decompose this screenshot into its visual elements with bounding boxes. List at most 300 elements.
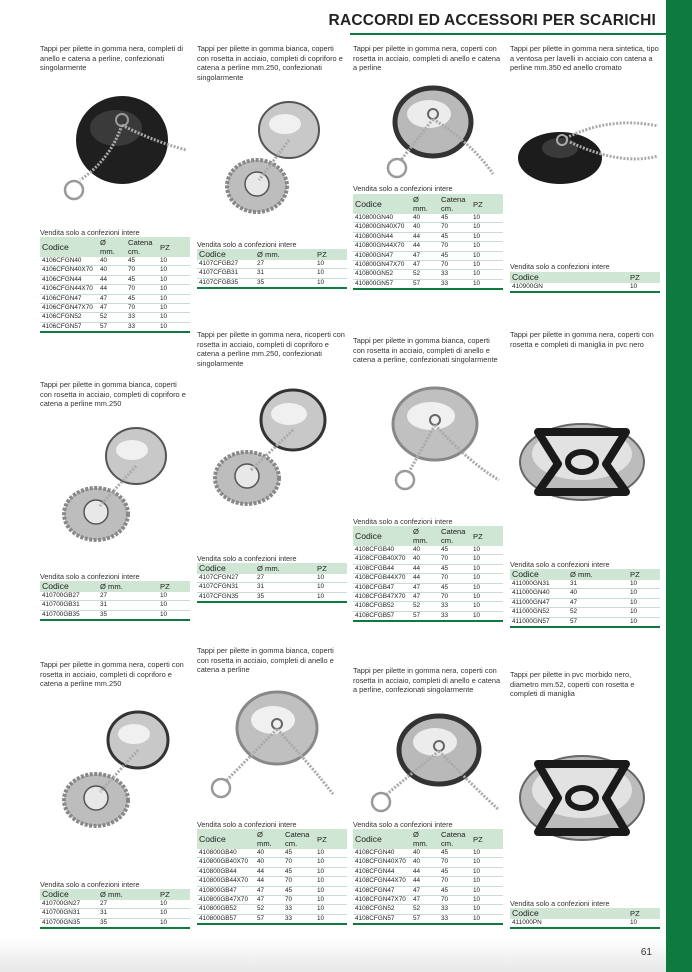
title-rule [350,33,666,35]
product-description: Tappi per pilette in gomma bianca, coperti con rosetta in acciaio, completi di anello e catena a perline [197,646,334,675]
table-cell: 47 [411,251,439,260]
table-cell: 33 [126,322,158,332]
col-code: Codice [510,908,628,919]
table-row [353,877,503,886]
table-cell: 44 [411,867,439,876]
table-row [353,593,503,602]
table-cell: 4108CFGB57 [353,611,411,621]
table-cell: 33 [439,602,471,611]
table-cell: 45 [283,867,315,876]
table-cell: 70 [439,593,471,602]
table-cell: 10 [158,601,190,610]
table-cell: 45 [126,275,158,284]
table-cell: 47 [568,598,628,607]
table-cell: 52 [255,905,283,914]
table-row [197,877,347,886]
col-pz: PZ [471,526,503,546]
col-chain: Catena cm. [439,194,471,214]
col-code: Codice [40,581,98,592]
table-cell: 10 [158,304,190,313]
table-row [40,918,190,928]
col-code: Codice [40,237,98,257]
table-cell: 70 [283,858,315,867]
table-row [353,261,503,270]
table-cell: 411000GN31 [510,580,568,589]
table-row [197,574,347,583]
table-cell: 10 [628,608,660,617]
product-description: Tappi per pilette in gomma nera, coperti con rosetta e completi di maniglia in pvc nero [510,330,654,349]
table-cell: 10 [471,905,503,914]
table-cell: 40 [98,257,126,266]
product-code-table [197,563,347,603]
table-cell: 57 [568,617,628,627]
table-row [353,555,503,564]
table-cell: 4108CFGN40X70 [353,858,411,867]
table-row [353,574,503,583]
table-row [353,867,503,876]
table-row [40,900,190,909]
table-cell: 57 [411,914,439,924]
table-cell: 4108CFGN40 [353,849,411,858]
table-cell: 57 [98,322,126,332]
table-cell: 410800GB40 [197,849,255,858]
col-pz: PZ [628,908,660,919]
product-code-table [353,194,503,290]
table-cell: 10 [315,867,347,876]
table-cell: 4108CFGB47 [353,583,411,592]
table-cell: 10 [471,242,503,251]
table-cell: 10 [471,602,503,611]
table-cell: 52 [568,608,628,617]
table-cell: 410700GN31 [40,909,98,918]
product-code-table [510,908,660,929]
table-cell: 52 [411,602,439,611]
handle-stopper-icon [510,392,660,520]
table-cell: 33 [439,270,471,279]
table-cell: 47 [411,593,439,602]
table-row [353,896,503,905]
table-cell: 10 [315,877,347,886]
table-cell: 44 [255,877,283,886]
table-cell: 410800GB44 [197,867,255,876]
product-image [197,90,347,218]
table-cell: 47 [411,261,439,270]
table-cell: 35 [255,592,315,602]
product-image [197,684,347,812]
table-row [40,601,190,610]
sale-note: Vendita solo a confezioni intere [197,240,297,249]
page-number: 61 [640,947,652,958]
table-cell: 45 [439,867,471,876]
table-cell: 10 [315,592,347,602]
product-description: Tappi per pilette in gomma nera, ricoperti con rosetta in acciaio, completi di copriforo e catena a perline mm.250, confezionati singolarmente [197,330,345,368]
table-cell: 47 [411,583,439,592]
table-cell: 411000GN47 [510,598,568,607]
steel-stopper-with-ring-icon [353,706,503,834]
handle-stopper-icon [510,728,660,856]
table-cell: 410800GN44X70 [353,242,411,251]
table-cell: 44 [411,564,439,573]
col-chain: Catena cm. [283,829,315,849]
table-row [40,322,190,332]
table-cell: 70 [126,304,158,313]
table-cell: 410800GB47 [197,886,255,895]
sale-note: Vendita solo a confezioni intere [510,899,610,908]
table-cell: 10 [158,592,190,601]
table-cell: 10 [158,266,190,275]
table-cell: 40 [411,223,439,232]
table-cell: 10 [628,598,660,607]
table-cell: 70 [126,266,158,275]
table-cell: 70 [439,858,471,867]
table-cell: 45 [439,564,471,573]
table-cell: 40 [98,266,126,275]
table-cell: 410800GB57 [197,914,255,924]
table-row [510,919,660,928]
table-cell: 10 [471,251,503,260]
table-cell: 10 [471,611,503,621]
table-cell: 10 [158,909,190,918]
col-diam: Ø mm. [568,569,628,580]
col-diam: Ø mm. [411,526,439,546]
table-cell: 10 [471,914,503,924]
table-cell: 4108CFGN52 [353,905,411,914]
table-cell: 52 [411,270,439,279]
sale-note: Vendita solo a confezioni intere [510,262,610,271]
table-cell: 10 [471,261,503,270]
black-stopper-with-chain-icon [40,80,190,208]
table-cell: 10 [628,919,660,928]
product-image [353,380,503,508]
table-row [197,858,347,867]
col-code: Codice [353,526,411,546]
table-cell: 410700GB35 [40,610,98,620]
table-row [353,611,503,621]
product-description: Tappi per pilette in gomma nera sintetica, tipo a ventosa per lavelli in acciaio con catena a perline mm.350 ed anello cromato [510,44,659,73]
table-cell: 10 [471,270,503,279]
table-cell: 10 [471,574,503,583]
table-cell: 10 [471,593,503,602]
footer-band [0,938,666,972]
table-row [197,592,347,602]
col-code: Codice [353,194,411,214]
table-row [40,257,190,266]
table-cell: 57 [411,611,439,621]
product-code-table [353,829,503,925]
sale-note: Vendita solo a confezioni intere [353,517,453,526]
table-cell: 31 [98,909,158,918]
table-cell: 10 [315,278,347,288]
col-diam: Ø mm. [255,563,315,574]
table-row [40,592,190,601]
table-row [510,580,660,589]
table-cell: 31 [255,269,315,278]
table-cell: 411000PN [510,919,628,928]
table-cell: 4107CFGN35 [197,592,255,602]
table-cell: 47 [411,886,439,895]
table-row [353,849,503,858]
table-cell: 47 [98,294,126,303]
product-description: Tappi per pilette in pvc morbido nero, diametro mm.52, coperti con rosetta e completi di maniglia [510,670,635,699]
table-cell: 27 [98,592,158,601]
table-cell: 47 [255,896,283,905]
table-cell: 70 [439,574,471,583]
product-image [510,728,660,856]
table-row [40,285,190,294]
table-cell: 10 [471,223,503,232]
table-row [40,313,190,322]
table-cell: 10 [471,877,503,886]
table-cell: 4108CFGN47X70 [353,896,411,905]
table-cell: 33 [283,905,315,914]
table-row [40,266,190,275]
table-cell: 410900GN [510,283,628,292]
col-pz: PZ [628,569,660,580]
table-cell: 10 [471,886,503,895]
table-cell: 10 [315,858,347,867]
table-cell: 40 [411,849,439,858]
table-cell: 411000GN57 [510,617,568,627]
col-diam: Ø mm. [98,237,126,257]
table-cell: 70 [126,285,158,294]
table-cell: 40 [411,546,439,555]
table-cell: 4108CFGB47X70 [353,593,411,602]
table-cell: 70 [439,555,471,564]
table-cell: 45 [439,849,471,858]
table-cell: 57 [411,279,439,289]
table-row [353,214,503,223]
col-pz: PZ [315,563,347,574]
product-code-table [510,272,660,293]
table-row [197,914,347,924]
table-cell: 10 [471,849,503,858]
table-cell: 44 [255,867,283,876]
table-cell: 410800GB47X70 [197,896,255,905]
table-row [510,608,660,617]
table-cell: 10 [315,574,347,583]
table-cell: 45 [439,546,471,555]
table-cell: 10 [471,546,503,555]
table-cell: 10 [471,867,503,876]
table-cell: 33 [439,279,471,289]
table-row [353,223,503,232]
table-cell: 4108CFGB44X70 [353,574,411,583]
steel-stopper-with-ring-icon [197,684,347,812]
table-cell: 45 [439,214,471,223]
product-code-table [40,237,190,333]
table-cell: 10 [471,583,503,592]
table-cell: 4108CFGB52 [353,602,411,611]
table-cell: 31 [568,580,628,589]
table-cell: 4108CFGB40X70 [353,555,411,564]
table-cell: 10 [628,617,660,627]
table-cell: 70 [439,896,471,905]
table-cell: 10 [471,564,503,573]
table-cell: 10 [315,914,347,924]
table-cell: 44 [98,275,126,284]
table-cell: 4106CFGN47X70 [40,304,98,313]
product-image [40,80,190,208]
table-cell: 10 [315,260,347,269]
table-cell: 47 [255,886,283,895]
col-diam: Ø mm. [411,194,439,214]
table-row [40,294,190,303]
table-cell: 45 [439,232,471,241]
table-cell: 10 [471,214,503,223]
steel-stopper-with-cover-icon [197,380,347,508]
table-cell: 4108CFGB44 [353,564,411,573]
table-cell: 45 [439,583,471,592]
product-code-table [40,581,190,621]
table-cell: 40 [255,858,283,867]
product-description: Tappi per pilette in gomma bianca, coperti con rosetta in acciaio, completi di copriforo e catena a perline mm.250 [40,380,186,409]
col-pz: PZ [471,194,503,214]
table-row [40,610,190,620]
table-cell: 45 [439,251,471,260]
table-row [353,564,503,573]
table-cell: 410700GN35 [40,918,98,928]
table-cell: 44 [411,877,439,886]
table-cell: 4108CFGN47 [353,886,411,895]
product-image [40,704,190,832]
table-row [197,278,347,288]
table-cell: 10 [628,580,660,589]
table-cell: 4108CFGN44X70 [353,877,411,886]
table-cell: 45 [439,886,471,895]
sale-note: Vendita solo a confezioni intere [510,560,610,569]
table-cell: 410700GB27 [40,592,98,601]
table-cell: 45 [126,294,158,303]
table-cell: 4107CFGN27 [197,574,255,583]
table-cell: 40 [411,858,439,867]
table-cell: 10 [158,275,190,284]
table-cell: 10 [315,583,347,592]
table-cell: 4106CFGN44 [40,275,98,284]
table-cell: 10 [628,283,660,292]
table-cell: 47 [411,896,439,905]
table-cell: 27 [255,574,315,583]
table-cell: 10 [315,886,347,895]
table-cell: 4108CFGN57 [353,914,411,924]
table-cell: 45 [126,257,158,266]
table-cell: 40 [255,849,283,858]
product-image [510,392,660,520]
product-description: Tappi per pilette in gomma bianca, coperti con rosetta in acciaio, completi di copriforo e catena a perline mm.250, confezionati singolarmente [197,44,343,82]
steel-stopper-with-ring-icon [353,74,503,202]
col-code: Codice [40,889,98,900]
table-cell: 411000GN40 [510,589,568,598]
table-cell: 31 [255,583,315,592]
table-cell: 44 [411,574,439,583]
col-pz: PZ [158,237,190,257]
table-cell: 10 [471,555,503,564]
col-code: Codice [197,249,255,260]
col-pz: PZ [315,829,347,849]
col-diam: Ø mm. [98,889,158,900]
table-cell: 40 [411,214,439,223]
table-cell: 10 [158,313,190,322]
table-cell: 4108CFGB40 [353,546,411,555]
col-code: Codice [197,829,255,849]
product-description: Tappi per pilette in gomma nera, coperti con rosetta in acciaio, completi di copriforo e catena a perline mm.250 [40,660,184,689]
table-row [353,886,503,895]
table-cell: 45 [283,849,315,858]
table-row [353,242,503,251]
green-side-bar [666,0,692,972]
table-row [353,270,503,279]
table-cell: 33 [439,611,471,621]
table-cell: 10 [315,905,347,914]
table-cell: 410800GN57 [353,279,411,289]
col-chain: Catena cm. [126,237,158,257]
table-cell: 47 [98,304,126,313]
table-cell: 57 [255,914,283,924]
table-row [197,260,347,269]
table-row [353,583,503,592]
table-cell: 4106CFGN57 [40,322,98,332]
table-row [197,849,347,858]
table-row [40,909,190,918]
col-code: Codice [510,569,568,580]
table-cell: 4107CFGB35 [197,278,255,288]
table-cell: 410800GB40X70 [197,858,255,867]
table-row [197,905,347,914]
steel-stopper-with-cover-icon [40,704,190,832]
product-description: Tappi per pilette in gomma bianca, coperti con rosetta in acciaio, completi di anello e catena a perline, confezionati singolarmente [353,336,498,365]
table-cell: 70 [439,877,471,886]
table-row [353,546,503,555]
table-cell: 35 [98,610,158,620]
table-cell: 10 [315,849,347,858]
col-diam: Ø mm. [98,581,158,592]
product-image [197,380,347,508]
table-cell: 27 [98,900,158,909]
table-row [40,275,190,284]
table-row [353,914,503,924]
sale-note: Vendita solo a confezioni intere [353,184,453,193]
product-code-table [510,569,660,628]
table-cell: 10 [158,918,190,928]
table-row [197,583,347,592]
product-image [510,96,660,224]
table-cell: 40 [411,555,439,564]
table-cell: 45 [283,886,315,895]
table-cell: 4106CFGN44X70 [40,285,98,294]
table-cell: 52 [411,905,439,914]
table-cell: 410800GB52 [197,905,255,914]
col-code: Codice [197,563,255,574]
table-cell: 70 [439,242,471,251]
table-cell: 52 [98,313,126,322]
steel-stopper-with-cover-icon [197,90,347,218]
col-diam: Ø mm. [255,249,315,260]
table-cell: 10 [471,896,503,905]
table-row [197,867,347,876]
table-cell: 70 [283,896,315,905]
table-cell: 4106CFGN40X70 [40,266,98,275]
sale-note: Vendita solo a confezioni intere [40,880,140,889]
table-row [353,602,503,611]
table-cell: 10 [471,279,503,289]
table-cell: 33 [126,313,158,322]
table-cell: 410800GN44 [353,232,411,241]
table-cell: 4106CFGN47 [40,294,98,303]
table-cell: 10 [471,232,503,241]
col-chain: Catena cm. [439,526,471,546]
table-cell: 10 [158,900,190,909]
sale-note: Vendita solo a confezioni intere [353,820,453,829]
table-cell: 44 [411,242,439,251]
